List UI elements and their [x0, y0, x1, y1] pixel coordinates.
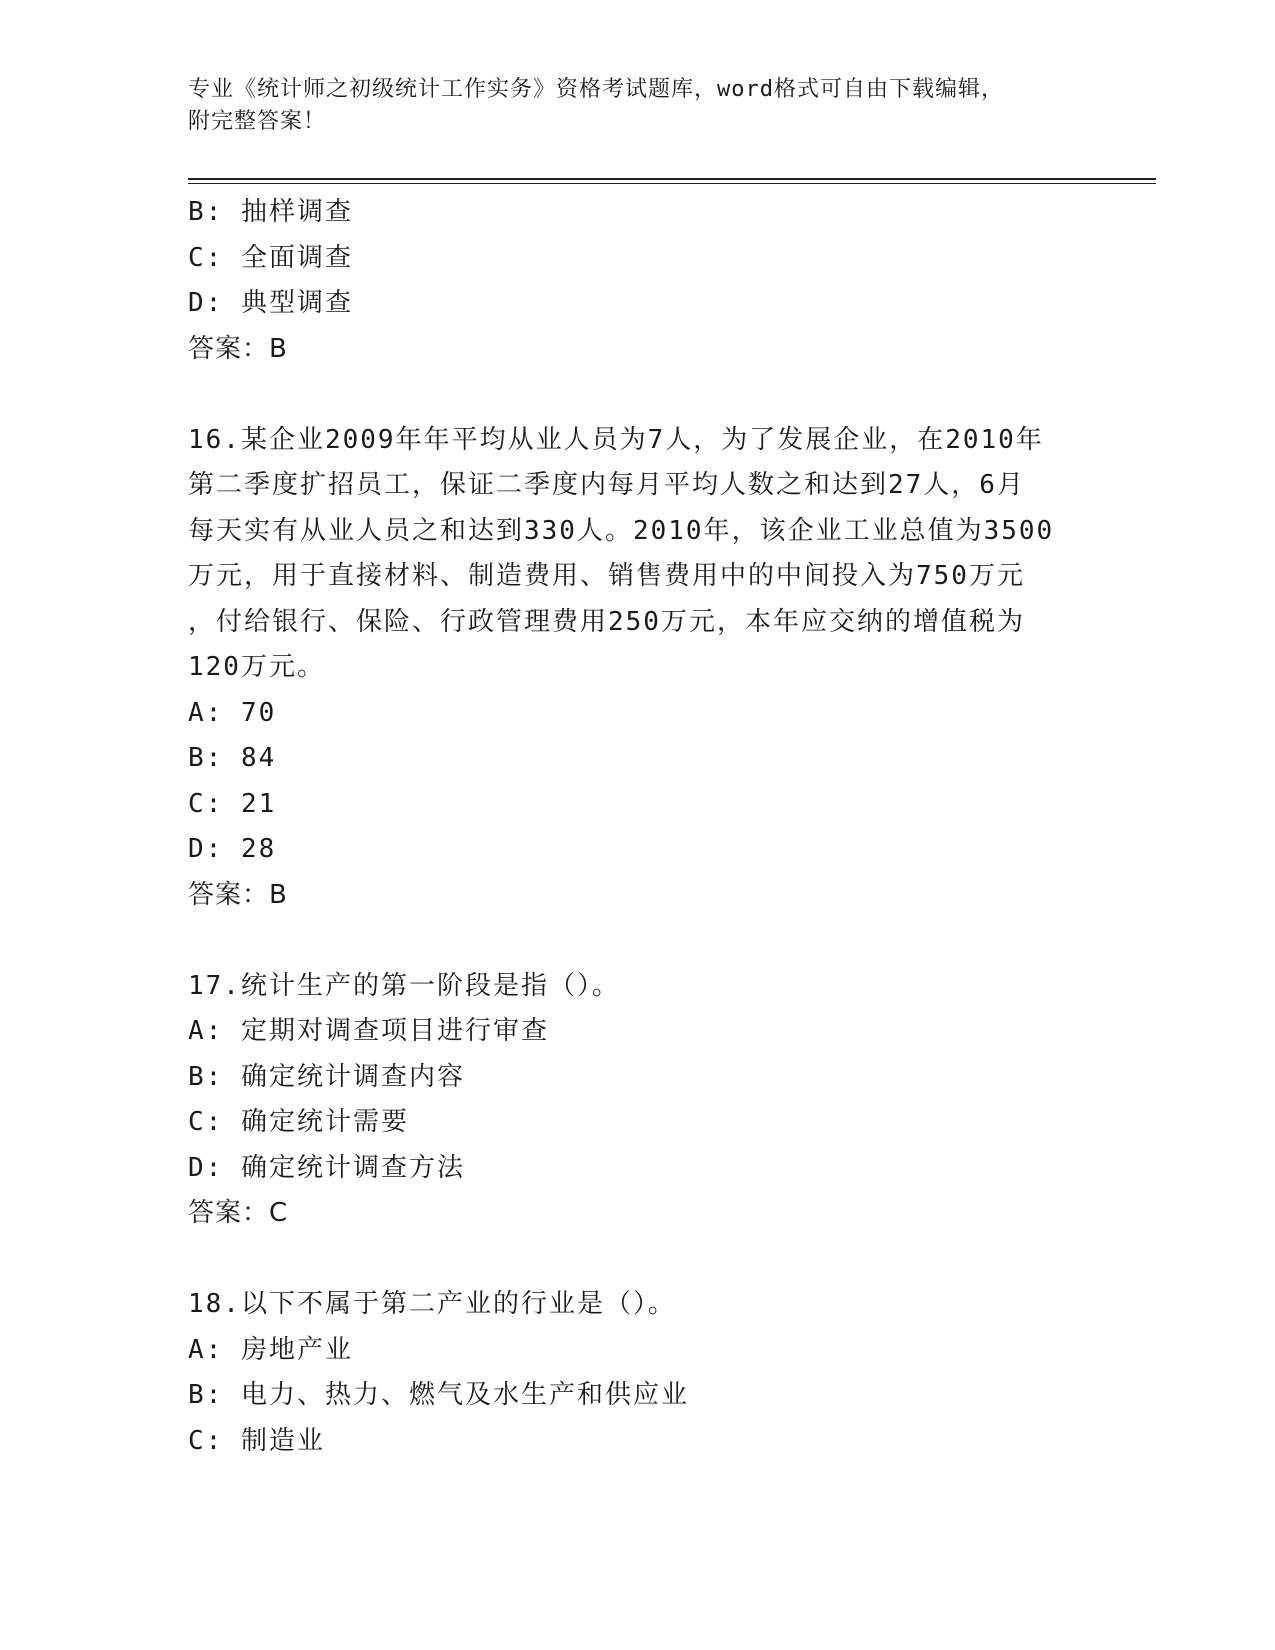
option-b: B: 确定统计调查内容 — [188, 1061, 465, 1092]
question-16 — [188, 418, 1088, 919]
option-a: A: 房地产业 — [188, 1334, 353, 1365]
header-rule-thin — [188, 183, 1156, 184]
document-header — [188, 74, 1088, 138]
option-d: D: 典型调查 — [188, 288, 353, 318]
option-d: D: 确定统计调查方法 — [188, 1152, 465, 1183]
spacer — [188, 1237, 1088, 1283]
prev-question-block — [188, 190, 1088, 372]
option-c: C: 全面调查 — [188, 242, 353, 273]
question-text-line: 17.统计生产的第一阶段是指（）。 — [188, 970, 620, 1001]
question-text-line: 18.以下不属于第二产业的行业是（）。 — [188, 1289, 676, 1319]
option-a: A: 定期对调查项目进行审查 — [188, 1016, 549, 1046]
option-a: A: 70 — [188, 697, 277, 728]
question-text-line: 16.某企业2009年年平均从业人员为7人，为了发展企业，在2010年 — [188, 424, 1044, 455]
question-content — [188, 190, 1088, 1464]
question-text-line: 万元，用于直接材料、制造费用、销售费用中的中间投入为750万元 — [188, 561, 1025, 591]
header-rule-thick — [188, 178, 1156, 180]
question-text-line: 120万元。 — [188, 652, 325, 682]
option-c: C: 制造业 — [188, 1425, 325, 1456]
question-17 — [188, 964, 1088, 1237]
option-b: B: 电力、热力、燃气及水生产和供应业 — [188, 1380, 689, 1410]
question-18 — [188, 1282, 1088, 1464]
header-line-2: 附完整答案！ — [188, 109, 327, 134]
header-line-1: 专业《统计师之初级统计工作实务》资格考试题库，word格式可自由下载编辑， — [188, 77, 1004, 102]
answer-line: 答案：B — [188, 879, 288, 910]
spacer — [188, 918, 1088, 964]
question-text-line: ，付给银行、保险、行政管理费用250万元，本年应交纳的增值税为 — [188, 606, 1025, 637]
option-b: B: 抽样调查 — [188, 197, 353, 227]
option-b: B: 84 — [188, 743, 277, 773]
answer-line: 答案：B — [188, 333, 288, 364]
option-d: D: 28 — [188, 834, 277, 864]
question-text-line: 每天实有从业人员之和达到330人。2010年，该企业工业总值为3500 — [188, 515, 1055, 546]
option-c: C: 21 — [188, 788, 277, 819]
option-c: C: 确定统计需要 — [188, 1107, 409, 1137]
spacer — [188, 372, 1088, 418]
question-text-line: 第二季度扩招员工，保证二季度内每月平均人数之和达到27人，6月 — [188, 470, 1025, 500]
answer-line: 答案：C — [188, 1198, 289, 1228]
